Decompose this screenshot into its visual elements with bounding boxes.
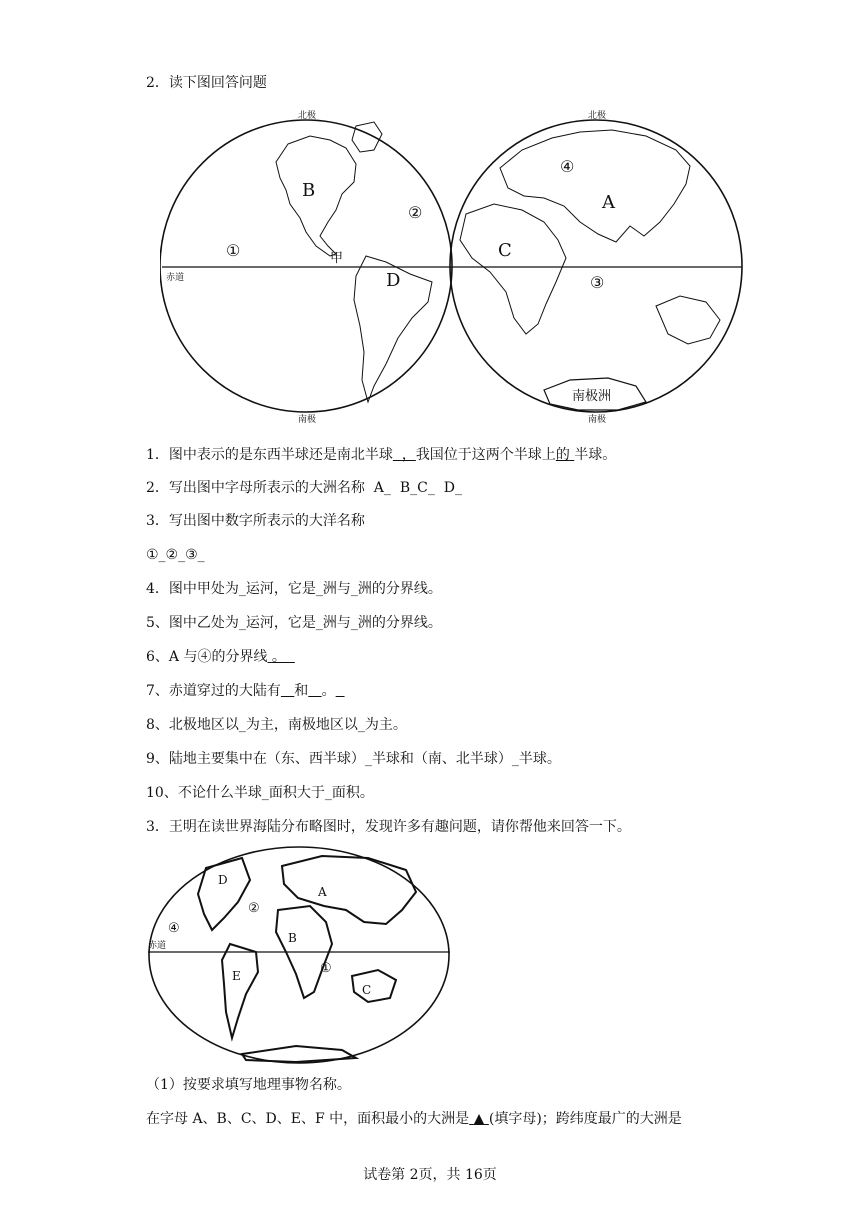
blank: ， [401, 447, 416, 463]
question-2-title: 2．读下图回答问题 [146, 75, 267, 91]
continent-label-d: D [386, 270, 401, 291]
label-d: D [218, 873, 228, 887]
equator-label-2: 赤道 [148, 941, 167, 951]
eurasia-shape [500, 130, 690, 242]
label-e: E [232, 969, 241, 983]
label-circle-4: ④ [168, 921, 180, 936]
q2-item-3-answers: ①_②_③_ [146, 547, 205, 563]
blank [336, 683, 345, 699]
ocean-label-1: ① [226, 241, 241, 260]
africa-shape [460, 204, 566, 334]
blank [281, 683, 294, 699]
label-c: C [362, 983, 372, 997]
question-3-title: 3．王明在读世界海陆分布略图时，发现许多有趣问题，请你帮他来回答一下。 [146, 819, 631, 835]
north-pole-label-east: 北极 [588, 111, 607, 121]
continent-label-b: B [302, 180, 316, 201]
antarctica-label: 南极洲 [572, 389, 612, 404]
continent-label-c: C [498, 240, 512, 261]
blank: 的 [555, 447, 570, 463]
north-pole-label-west: 北极 [298, 111, 317, 121]
page-footer: 试卷第 2页，共 16页 [363, 1167, 497, 1183]
eastern-hemisphere-outline [450, 120, 742, 412]
ocean-label-2: ② [408, 203, 423, 222]
jia-label: 甲 [330, 251, 344, 266]
continent-label-a: A [602, 192, 615, 213]
ocean-label-4: ④ [560, 157, 575, 176]
q2-item-7: 7、赤道穿过的大陆有 和 。 [146, 682, 345, 700]
answer-blank: ▲ [473, 1111, 485, 1127]
western-hemisphere-outline [160, 120, 452, 412]
q3-sub-1-line: 在字母 A、B、C、D、E、F 中，面积最小的大洲是 ▲ (填字母)；跨纬度最广的大洲是 [146, 1111, 682, 1127]
q2-item-1: 1．图中表示的是东西半球还是南北半球 ，我国位于这两个半球上的 半球。 [146, 447, 617, 463]
north-america-shape-2 [198, 858, 250, 930]
eurasia-shape-2 [282, 856, 416, 924]
label-a: A [318, 885, 327, 899]
australia-shape [656, 296, 720, 344]
south-pole-label-west: 南极 [298, 415, 317, 425]
australia-shape-2 [352, 970, 396, 1002]
antarctica-shape-2 [242, 1046, 356, 1062]
q2-item-10: 10、不论什么半球_面积大于_面积。 [146, 785, 374, 801]
blank [308, 683, 321, 699]
q2-item-2: 2．写出图中字母所表示的大洲名称 A_ B_C_ D_ [146, 480, 462, 496]
blank: 。 [271, 649, 286, 665]
q2-item-9: 9、陆地主要集中在（东、西半球）_半球和（南、北半球）_半球。 [146, 751, 561, 767]
north-america-shape [276, 136, 356, 256]
label-circle-2: ② [248, 901, 260, 916]
equator-label: 赤道 [166, 273, 185, 283]
ocean-label-3: ③ [590, 273, 605, 292]
world-map-outline [149, 847, 449, 1063]
q2-item-4: 4．图中甲处为_运河，它是_洲与_洲的分界线。 [146, 581, 442, 597]
world-land-sea-map [146, 844, 452, 1066]
label-circle-1: ① [320, 961, 332, 976]
label-b: B [288, 931, 297, 945]
south-america-shape-2 [222, 944, 258, 1038]
q2-item-3: 3．写出图中数字所表示的大洋名称 [146, 513, 365, 529]
q3-sub-1: （1）按要求填写地理事物名称。 [146, 1077, 351, 1093]
q2-item-5: 5、图中乙处为_运河，它是_洲与_洲的分界线。 [146, 615, 442, 631]
hemispheres-map [160, 106, 744, 426]
q2-item-6: 6、A 与④的分界线 。 [146, 648, 295, 666]
greenland-shape [352, 122, 382, 152]
south-pole-label-east: 南极 [588, 415, 607, 425]
q2-item-8: 8、北极地区以_为主，南极地区以_为主。 [146, 717, 407, 733]
